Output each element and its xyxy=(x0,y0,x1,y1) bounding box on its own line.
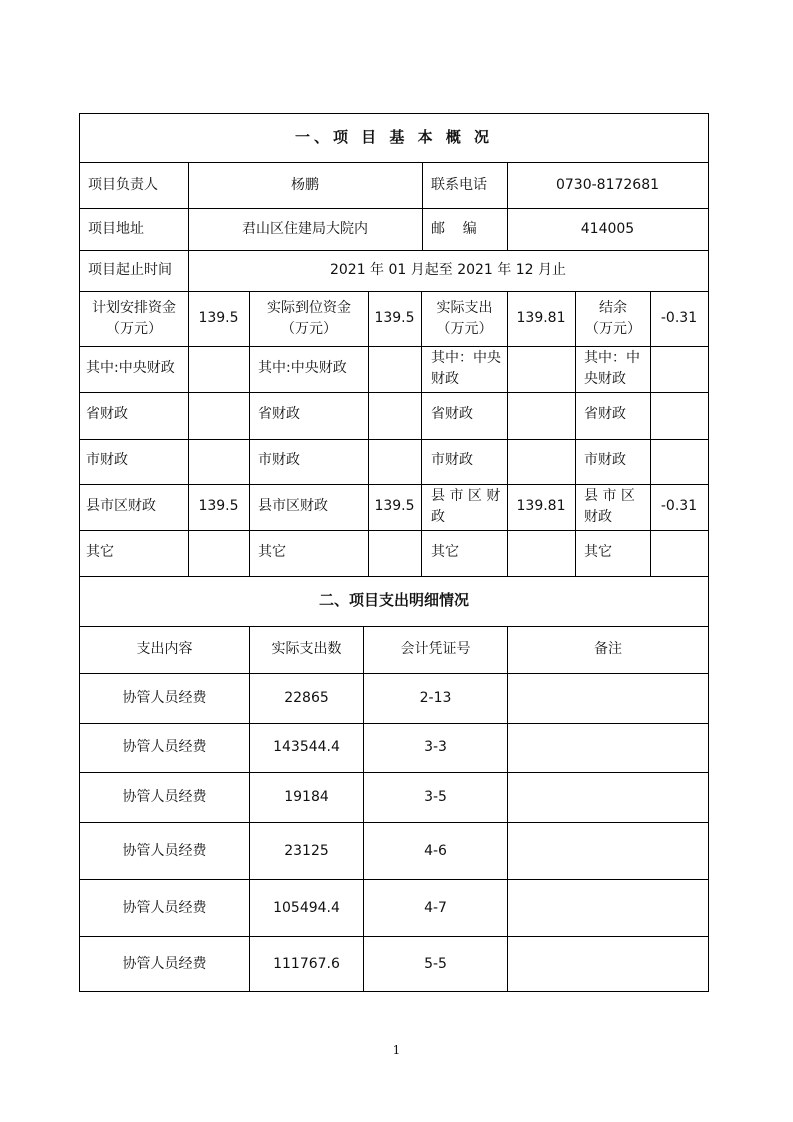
header-amount: 实际支出数 xyxy=(271,641,342,657)
spent-funds-label: 实际支出 （万元） xyxy=(436,300,493,337)
table-col-rule xyxy=(507,291,508,576)
source-label-c2: 县市区财政 xyxy=(258,498,328,514)
owner-label: 项目负责人 xyxy=(88,177,158,193)
table-rule xyxy=(79,392,709,393)
table-rule xyxy=(79,673,709,674)
expense-content: 协管人员经费 xyxy=(122,956,207,972)
expense-voucher: 4-6 xyxy=(424,843,447,859)
table-rule xyxy=(79,530,709,531)
table-rule xyxy=(79,576,709,577)
table-rule xyxy=(79,346,709,347)
spent-funds-value: 139.81 xyxy=(516,310,566,326)
planned-funds-value: 139.5 xyxy=(198,310,239,326)
owner-value: 杨鹏 xyxy=(291,177,319,193)
source-value-v3: 139.81 xyxy=(516,498,566,514)
source-label-c2: 其它 xyxy=(258,544,286,560)
balance-value: -0.31 xyxy=(660,310,698,326)
expense-amount: 111767.6 xyxy=(273,956,340,972)
expense-amount: 143544.4 xyxy=(273,739,340,755)
source-label-c2: 其中:中央财政 xyxy=(258,360,347,376)
source-label-c4: 其中：中 央财政 xyxy=(584,350,640,387)
table-col-rule xyxy=(363,626,364,992)
table-rule xyxy=(79,723,709,724)
header-content: 支出内容 xyxy=(136,641,193,657)
table-border-bottom xyxy=(79,991,709,992)
phone-label: 联系电话 xyxy=(431,177,487,193)
table-rule xyxy=(79,291,709,292)
balance-label: 结余 （万元） xyxy=(585,300,641,337)
source-value-v1: 139.5 xyxy=(198,498,239,514)
source-label-c4: 省财政 xyxy=(584,406,626,422)
source-label-c4: 市财政 xyxy=(584,452,626,468)
expense-amount: 105494.4 xyxy=(273,900,340,916)
expense-amount: 19184 xyxy=(284,789,329,805)
source-label-c3: 市财政 xyxy=(431,452,473,468)
period-label: 项目起止时间 xyxy=(88,262,172,278)
table-col-rule xyxy=(422,162,423,250)
expense-amount: 23125 xyxy=(284,843,329,859)
table-rule xyxy=(79,439,709,440)
source-label-c1: 县市区财政 xyxy=(86,498,156,514)
table-rule xyxy=(79,879,709,880)
header-note: 备注 xyxy=(594,641,622,657)
section-1-title: 一、项 目 基 本 概 况 xyxy=(294,128,494,146)
postcode-label: 邮 编 xyxy=(431,221,477,237)
source-label-c1: 省财政 xyxy=(86,406,128,422)
table-rule xyxy=(79,626,709,627)
expense-voucher: 5-5 xyxy=(424,956,447,972)
source-label-c1: 市财政 xyxy=(86,452,128,468)
expense-content: 协管人员经费 xyxy=(122,739,207,755)
expense-content: 协管人员经费 xyxy=(122,789,207,805)
expense-content: 协管人员经费 xyxy=(122,843,207,859)
expense-voucher: 3-3 xyxy=(424,739,447,755)
source-label-c1: 其中:中央财政 xyxy=(86,360,175,376)
source-label-c2: 市财政 xyxy=(258,452,300,468)
source-label-c3: 其它 xyxy=(431,544,459,560)
table-rule xyxy=(79,208,709,209)
expense-voucher: 2-13 xyxy=(419,690,452,706)
page-number: 1 xyxy=(392,1043,401,1057)
expense-amount: 22865 xyxy=(284,690,329,706)
source-label-c4: 其它 xyxy=(584,544,612,560)
header-voucher: 会计凭证号 xyxy=(400,641,471,657)
expense-voucher: 3-5 xyxy=(424,789,447,805)
source-label-c3: 县 市 区 财 政 xyxy=(431,488,501,525)
table-col-rule xyxy=(249,626,250,992)
period-value: 2021 年 01 月起至 2021 年 12 月止 xyxy=(329,262,567,278)
section-2-title: 二、项目支出明细情况 xyxy=(318,591,469,609)
source-label-c1: 其它 xyxy=(86,544,114,560)
actual-funds-label: 实际到位资金 （万元） xyxy=(267,300,351,337)
expense-voucher: 4-7 xyxy=(424,900,447,916)
source-label-c3: 其中：中央 财政 xyxy=(431,350,501,387)
table-col-rule xyxy=(650,291,651,576)
table-rule xyxy=(79,822,709,823)
table-col-rule xyxy=(507,626,508,992)
table-rule xyxy=(79,772,709,773)
source-label-c4: 县 市 区 财政 xyxy=(584,488,635,525)
expense-content: 协管人员经费 xyxy=(122,690,207,706)
table-col-rule xyxy=(368,291,369,576)
table-border-right xyxy=(708,113,709,992)
table-rule xyxy=(79,162,709,163)
table-rule xyxy=(79,936,709,937)
table-border-top xyxy=(79,113,709,114)
expense-content: 协管人员经费 xyxy=(122,900,207,916)
source-label-c3: 省财政 xyxy=(431,406,473,422)
address-label: 项目地址 xyxy=(88,221,144,237)
source-value-v2: 139.5 xyxy=(374,498,415,514)
table-rule xyxy=(79,250,709,251)
table-rule xyxy=(79,484,709,485)
source-label-c2: 省财政 xyxy=(258,406,300,422)
planned-funds-label: 计划安排资金 （万元） xyxy=(92,300,176,337)
postcode-value: 414005 xyxy=(580,221,635,237)
address-value: 君山区住建局大院内 xyxy=(242,221,368,237)
actual-funds-value: 139.5 xyxy=(374,310,415,326)
phone-value: 0730-8172681 xyxy=(555,177,660,193)
source-value-v4: -0.31 xyxy=(660,498,698,514)
